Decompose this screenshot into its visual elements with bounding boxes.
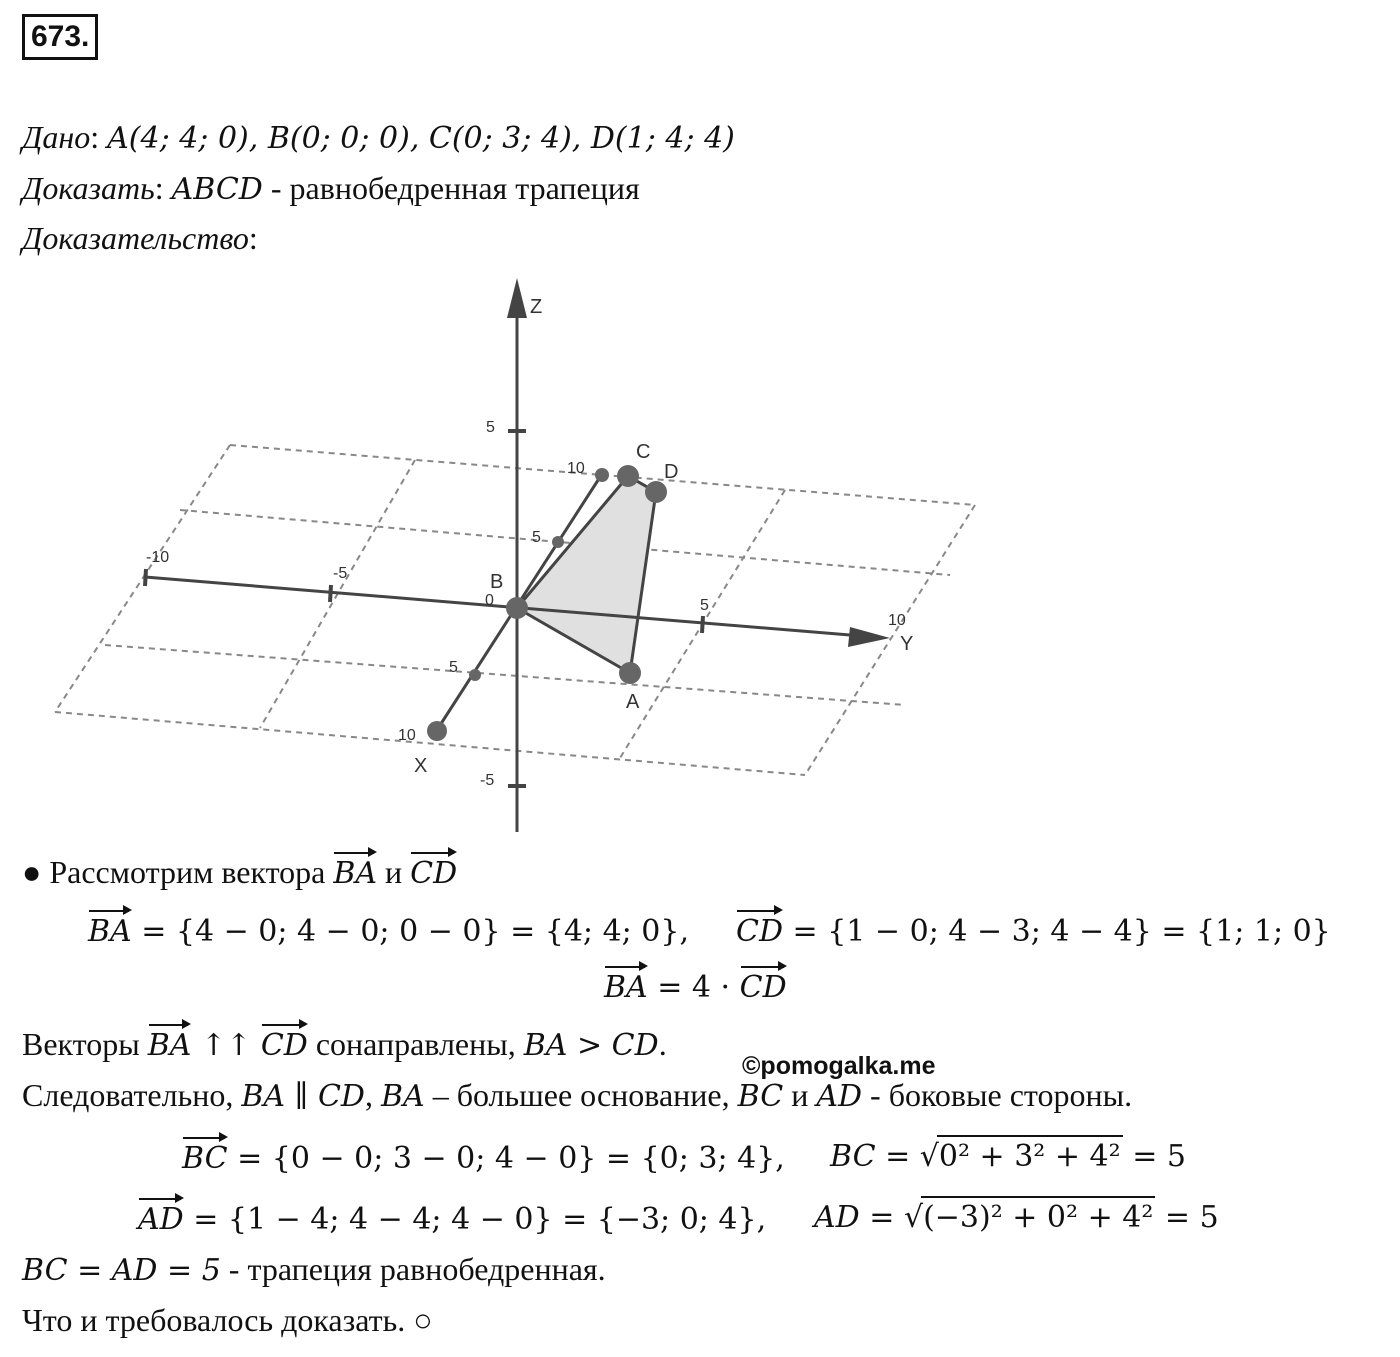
y-tick-neg5 (330, 585, 331, 602)
z-axis-arrow (507, 278, 527, 318)
cd-vector-line (736, 908, 1331, 952)
bc-vector-line (182, 1135, 785, 1179)
proof-line: Доказательство: (22, 220, 258, 256)
point-a (619, 662, 641, 684)
ba-vector-line (88, 908, 689, 952)
point-c (617, 465, 639, 487)
bc-length-pre: BC = (830, 1139, 920, 1174)
ad-length-pre: AD = (814, 1200, 904, 1235)
hence-mid: – большее основание, (424, 1077, 738, 1113)
x-point-10 (427, 721, 447, 741)
given-label: Дано (22, 119, 91, 155)
y-tick-neg10-label: -10 (146, 549, 170, 566)
hence-bc: BC (737, 1079, 784, 1114)
ba-vector-name: BA (88, 908, 132, 952)
origin-label: 0 (485, 592, 494, 609)
bc-vector-name: BC (182, 1135, 228, 1179)
given-points: A(4; 4; 0), B(0; 0; 0), C(0; 3; 4), D(1; 4; 4) (107, 121, 735, 156)
x-tick-10 (595, 468, 609, 482)
relation-mid: = 4 · (647, 970, 740, 1005)
upper-tick-10-label: 10 (567, 460, 585, 477)
point-b (506, 597, 528, 619)
vector-ba: BA (333, 850, 377, 894)
y-tick-5-label: 5 (700, 597, 709, 614)
given-line: Дано: A(4; 4; 0), B(0; 0; 0), C(0; 3; 4), D(1; 4; 4) (22, 119, 735, 156)
codirected-line (22, 1022, 667, 1066)
bc-vector-expr: = {0 − 0; 3 − 0; 4 − 0} = {0; 3; 4}, (227, 1141, 785, 1176)
ad-length-post: = 5 (1155, 1200, 1219, 1235)
hence-and: и (783, 1077, 817, 1113)
conclusion-line (22, 1249, 606, 1291)
ad-length-radicand: (−3)² + 0² + 4² (921, 1196, 1155, 1238)
prove-subject: ABCD (171, 172, 263, 207)
consider-pre: ● Рассмотрим вектора (22, 854, 334, 890)
vector-cd: CD (410, 850, 457, 894)
x-axis-label: X (414, 755, 428, 777)
ba-vector-expr: = {4 − 0; 4 − 0; 0 − 0} = {4; 4; 0}, (131, 914, 690, 949)
hence-comma: , (364, 1077, 381, 1113)
codir-ba: BA (148, 1022, 192, 1066)
ad-vector-line (138, 1196, 766, 1240)
relation-ba: BA (604, 964, 648, 1008)
x-tick-10-label: 10 (398, 727, 416, 744)
z-tick-neg5-label: -5 (480, 772, 495, 789)
consider-and: и (377, 854, 411, 890)
hence-parallel: BA ∥ CD (241, 1079, 365, 1114)
prove-label: Доказать (22, 170, 155, 206)
cd-vector-expr: = {1 − 0; 4 − 3; 4 − 4} = {1; 1; 0} (783, 914, 1331, 949)
x-tick-neg5-label: 5 (449, 659, 458, 676)
prove-text: - равнобедренная трапеция (262, 170, 640, 206)
point-d-label: D (664, 461, 679, 483)
watermark: ©pomogalka.me (742, 1052, 936, 1080)
qed-line (22, 1300, 433, 1340)
codir-post: сонаправлены, (307, 1026, 524, 1062)
point-c-label: C (636, 441, 651, 463)
codir-arrows: ↑↑ (191, 1028, 261, 1063)
hence-line (22, 1075, 1132, 1117)
z-axis-label: Z (530, 296, 543, 318)
y-tick-neg5-label: -5 (333, 565, 348, 582)
qed-text: Что и требовалось доказать. ○ (22, 1302, 433, 1338)
hence-pre: Следовательно, (22, 1077, 242, 1113)
point-d (645, 481, 667, 503)
codir-cd: CD (261, 1022, 308, 1066)
point-b-label: B (490, 571, 504, 593)
codir-inequality: BA > CD (523, 1028, 659, 1063)
hence-post: - боковые стороны. (862, 1077, 1133, 1113)
codir-pre: Векторы (22, 1026, 148, 1062)
consider-line (22, 850, 457, 894)
hence-ad: AD (816, 1079, 863, 1114)
z-tick-5-label: 5 (486, 419, 495, 436)
ad-vector-name: AD (138, 1196, 184, 1240)
bc-length-radicand: 0² + 3² + 4² (937, 1135, 1123, 1177)
bc-length-line: BC = √0² + 3² + 4² = 5 (830, 1135, 1186, 1177)
y-axis-label: Y (900, 633, 914, 655)
x-tick-5 (552, 536, 564, 548)
y-tick-10-label: 10 (888, 612, 906, 629)
y-tick-neg10 (145, 569, 146, 586)
upper-tick-5-label: 5 (532, 529, 541, 546)
cd-vector-name: CD (736, 908, 783, 952)
bc-length-post: = 5 (1122, 1139, 1186, 1174)
conclusion-text: - трапеция равнобедренная. (220, 1251, 606, 1287)
ad-length-line: AD = √(−3)² + 0² + 4² = 5 (814, 1196, 1219, 1238)
proof-label: Доказательство (22, 220, 249, 256)
hence-ba: BA (380, 1079, 425, 1114)
codir-dot: . (658, 1026, 667, 1062)
point-a-label: A (626, 691, 640, 713)
conclusion-math: BC = AD = 5 (22, 1253, 221, 1288)
ad-vector-expr: = {1 − 4; 4 − 4; 4 − 0} = {−3; 0; 4}, (183, 1202, 767, 1237)
y-tick-5 (702, 616, 703, 633)
relation-line (604, 964, 787, 1008)
prove-line: Доказать: ABCD - равнобедренная трапеция (22, 170, 640, 207)
y-axis-arrow (848, 627, 890, 647)
x-tick-neg5 (469, 669, 481, 681)
relation-cd: CD (740, 964, 787, 1008)
problem-number: 673. (22, 14, 98, 60)
